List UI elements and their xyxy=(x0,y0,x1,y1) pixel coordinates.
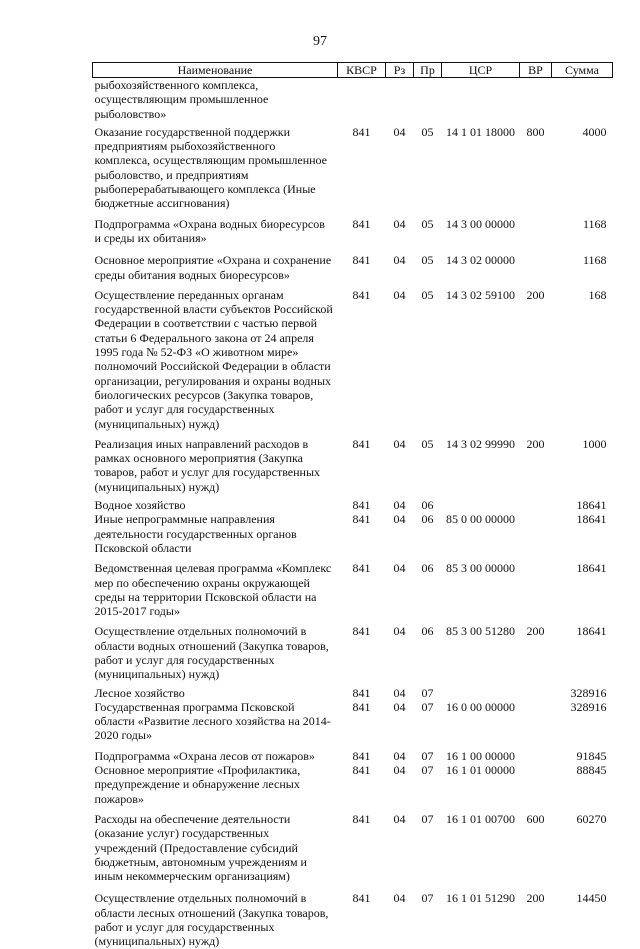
table-row xyxy=(93,78,613,123)
cell-csr: 16 1 01 00700 xyxy=(446,811,515,826)
cell-name: Водное хозяйство xyxy=(94,498,186,513)
cell-sum: 18641 xyxy=(576,561,607,576)
cell-csr: 85 3 00 51280 xyxy=(446,624,515,639)
cell-rz: 04 xyxy=(393,436,406,451)
cell-rz: 04 xyxy=(393,498,406,513)
cell-pr: 07 xyxy=(421,699,434,714)
cell-pr: 07 xyxy=(421,811,434,826)
cell-kvsr: 841 xyxy=(352,811,371,826)
cell-pr xyxy=(414,78,442,123)
header-kvsr: КВСР xyxy=(338,63,386,78)
cell-kvsr: 841 xyxy=(352,699,371,714)
cell-sum: 4000 xyxy=(582,124,607,139)
cell-csr: 16 1 01 51290 xyxy=(446,891,515,906)
cell-vr xyxy=(520,496,552,512)
cell-sum: 168 xyxy=(588,287,607,302)
table-row xyxy=(93,808,613,885)
cell-pr: 06 xyxy=(421,561,434,576)
table-row xyxy=(93,247,613,284)
cell-name: Реализация иных направлений расходов в рамках основного мероприятия (Закупка товаров, работ и услуг для государственных (муниципальных) нужд) xyxy=(94,436,321,494)
cell-vr xyxy=(520,684,552,700)
cell-rz: 04 xyxy=(393,287,406,302)
cell-csr xyxy=(442,496,520,512)
table-row xyxy=(93,885,613,948)
cell-name: Расходы на обеспечение деятельности (оказание услуг) государственных учреждений (Предоставление субсидий бюджетным, автономным учреждениям и иным некоммерческим организациям) xyxy=(94,811,307,884)
table-row xyxy=(93,763,613,808)
cell-vr xyxy=(520,512,552,557)
cell-rz: 04 xyxy=(393,811,406,826)
cell-vr: 200 xyxy=(526,891,545,906)
cell-sum xyxy=(552,78,613,123)
cell-vr xyxy=(520,763,552,808)
table-row xyxy=(93,284,613,433)
cell-vr: 800 xyxy=(526,124,545,139)
cell-csr: 14 3 02 99990 xyxy=(446,436,515,451)
cell-name: Основное мероприятие «Профилактика, предупреждение и обнаружение лесных пожаров» xyxy=(94,763,301,806)
cell-sum: 14450 xyxy=(576,891,607,906)
cell-sum: 18641 xyxy=(576,624,607,639)
cell-vr: 600 xyxy=(526,811,545,826)
table-row xyxy=(93,620,613,683)
cell-vr: 200 xyxy=(526,624,545,639)
cell-kvsr: 841 xyxy=(352,748,371,763)
cell-sum: 1000 xyxy=(582,436,607,451)
cell-rz: 04 xyxy=(393,685,406,700)
cell-csr: 16 1 01 00000 xyxy=(446,763,515,778)
cell-pr: 07 xyxy=(421,748,434,763)
cell-pr: 05 xyxy=(421,253,434,268)
cell-vr xyxy=(520,247,552,284)
table-row xyxy=(93,496,613,512)
cell-pr: 05 xyxy=(421,216,434,231)
cell-vr xyxy=(520,557,552,620)
cell-name: рыбохозяйственного комплекса, осуществляющим промышленное рыболовство» xyxy=(94,78,269,121)
header-rz: Рз xyxy=(386,63,414,78)
table-row xyxy=(93,433,613,496)
cell-rz: 04 xyxy=(393,561,406,576)
cell-vr: 200 xyxy=(526,287,545,302)
cell-kvsr: 841 xyxy=(352,624,371,639)
table-row xyxy=(93,557,613,620)
cell-sum: 328916 xyxy=(570,699,607,714)
header-sum: Сумма xyxy=(552,63,613,78)
cell-csr: 16 0 00 00000 xyxy=(446,699,515,714)
cell-csr xyxy=(442,684,520,700)
cell-name: Оказание государственной поддержки предприятиям рыбохозяйственного комплекса, осуществляющим промышленное рыболовство, и предприятиям рыбоперерабатывающего комплекса (Иные бюджетные ассигнования) xyxy=(94,124,328,211)
cell-rz: 04 xyxy=(393,624,406,639)
cell-name: Подпрограмма «Охрана лесов от пожаров» xyxy=(94,748,315,763)
cell-name: Осуществление отдельных полномочий в области лесных отношений (Закупка товаров, работ и услуг для государственных (муниципальных) нужд) xyxy=(94,891,329,949)
cell-name: Лесное хозяйство xyxy=(94,685,185,700)
cell-sum: 18641 xyxy=(576,498,607,513)
cell-rz: 04 xyxy=(393,763,406,778)
table-row xyxy=(93,213,613,248)
cell-sum: 88845 xyxy=(576,763,607,778)
cell-csr: 16 1 00 00000 xyxy=(446,748,515,763)
cell-name: Осуществление переданных органам государственной власти субъектов Российской Федерации в соответствии с частью первой статьи 6 Федерального закона от 24 апреля 1995 года № 52-ФЗ «О животном мире» полномочий Российской Федерации в области организации, регулирования и охраны водных биологических ресурсов (Закупка товаров, работ и услуг для государственных (муниципальных) нужд) xyxy=(94,287,333,431)
cell-name: Ведомственная целевая программа «Комплекс мер по обеспечению охраны окружающей среды на территории Псковской области на 2015-2017 годы» xyxy=(94,561,332,619)
header-name: Наименование xyxy=(93,63,338,78)
cell-name: Основное мероприятие «Охрана и сохранение среды обитания водных биоресурсов» xyxy=(94,253,332,282)
cell-kvsr: 841 xyxy=(352,498,371,513)
cell-rz xyxy=(386,78,414,123)
cell-pr: 07 xyxy=(421,891,434,906)
cell-sum: 91845 xyxy=(576,748,607,763)
cell-sum: 60270 xyxy=(576,811,607,826)
cell-vr xyxy=(520,78,552,123)
cell-vr xyxy=(520,745,552,763)
cell-pr: 06 xyxy=(421,624,434,639)
cell-kvsr: 841 xyxy=(352,253,371,268)
cell-name: Подпрограмма «Охрана водных биоресурсов и среды их обитания» xyxy=(94,216,325,245)
table-row xyxy=(93,123,613,213)
cell-name: Осуществление отдельных полномочий в области водных отношений (Закупка товаров, работ и услуг для государственных (муниципальных) нужд) xyxy=(94,624,329,682)
cell-rz: 04 xyxy=(393,216,406,231)
header-pr: Пр xyxy=(414,63,442,78)
cell-csr: 85 3 00 00000 xyxy=(446,561,515,576)
cell-vr xyxy=(520,213,552,248)
cell-sum: 1168 xyxy=(582,216,607,231)
cell-pr: 05 xyxy=(421,436,434,451)
header-csr: ЦСР xyxy=(442,63,520,78)
cell-kvsr: 841 xyxy=(352,124,371,139)
table-row xyxy=(93,745,613,763)
cell-csr: 14 3 02 00000 xyxy=(446,253,515,268)
table-row xyxy=(93,512,613,557)
cell-rz: 04 xyxy=(393,124,406,139)
cell-pr: 07 xyxy=(421,685,434,700)
cell-kvsr: 841 xyxy=(352,891,371,906)
budget-table xyxy=(92,62,613,949)
cell-rz: 04 xyxy=(393,699,406,714)
cell-csr: 14 3 02 59100 xyxy=(446,287,515,302)
cell-kvsr: 841 xyxy=(352,436,371,451)
cell-rz: 04 xyxy=(393,512,406,527)
cell-sum: 18641 xyxy=(576,512,607,527)
table-row xyxy=(93,684,613,700)
cell-rz: 04 xyxy=(393,253,406,268)
cell-kvsr: 841 xyxy=(352,561,371,576)
cell-kvsr: 841 xyxy=(352,216,371,231)
cell-sum: 328916 xyxy=(570,685,607,700)
cell-pr: 07 xyxy=(421,763,434,778)
cell-pr: 05 xyxy=(421,124,434,139)
cell-kvsr: 841 xyxy=(352,287,371,302)
cell-kvsr: 841 xyxy=(352,512,371,527)
cell-name: Государственная программа Псковской области «Развитие лесного хозяйства на 2014-2020 годы» xyxy=(94,699,331,743)
cell-csr: 85 0 00 00000 xyxy=(446,512,515,527)
cell-vr: 200 xyxy=(526,436,545,451)
cell-kvsr: 841 xyxy=(352,685,371,700)
cell-csr: 14 3 00 00000 xyxy=(446,216,515,231)
cell-csr: 14 1 01 18000 xyxy=(446,124,515,139)
cell-kvsr xyxy=(338,78,386,123)
cell-pr: 06 xyxy=(421,512,434,527)
cell-rz: 04 xyxy=(393,748,406,763)
cell-csr xyxy=(442,78,520,123)
cell-vr xyxy=(520,700,552,745)
cell-kvsr: 841 xyxy=(352,763,371,778)
cell-sum: 1168 xyxy=(582,253,607,268)
cell-name: Иные непрограммные направления деятельности государственных органов Псковской области xyxy=(94,512,297,555)
table-row xyxy=(93,700,613,745)
cell-pr: 06 xyxy=(421,498,434,513)
page-number: 97 xyxy=(313,34,327,49)
header-vr: ВР xyxy=(520,63,552,78)
table-header-row xyxy=(93,63,613,78)
cell-rz: 04 xyxy=(393,891,406,906)
cell-pr: 05 xyxy=(421,287,434,302)
